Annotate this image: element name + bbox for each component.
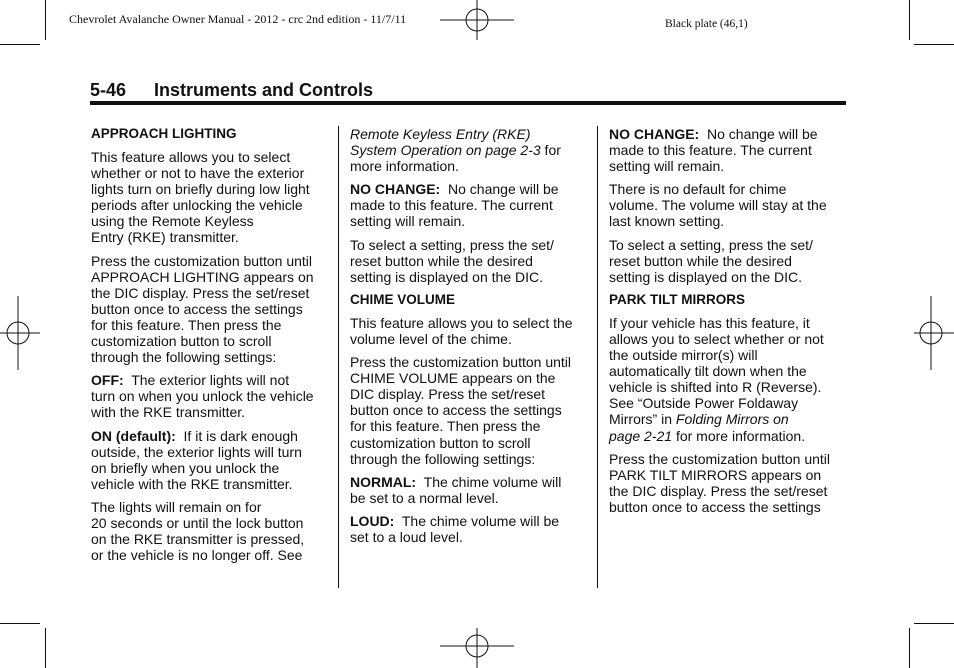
crop-mark-bottom-left-vertical xyxy=(45,628,46,668)
crop-mark-top-left-horizontal xyxy=(0,44,40,45)
title-rule xyxy=(90,101,846,105)
registration-mark-bottom xyxy=(440,628,514,668)
approach-lighting-instructions: Press the customization button until APPROACH LIGHTING appears on the DIC display. Press the set/reset button once to access the settings for this feature. Then press the customization button to scroll through the following settings: xyxy=(91,252,314,366)
approach-lighting-heading: APPROACH LIGHTING xyxy=(91,126,237,141)
no-change-setting: NO CHANGE: No change will be made to this feature. The current setting will remain. xyxy=(609,126,818,175)
chime-volume-instructions: Press the customization button until CHIME VOLUME appears on the DIC display. Press the set/reset button once to access the settings for this feature. Then press the customization button to scroll through the following settings: xyxy=(350,354,572,467)
registration-mark-left xyxy=(0,296,40,370)
rke-reference: Remote Keyless Entry (RKE) System Operation on page 2-3 for more information. xyxy=(350,126,561,175)
chime-volume-heading: CHIME VOLUME xyxy=(350,291,456,307)
column-3 xyxy=(609,126,845,522)
chime-default-note: There is no default for chime volume. The volume will stay at the last known setting. xyxy=(609,181,827,230)
no-change-setting: NO CHANGE: No change will be made to this feature. The current setting will remain. xyxy=(350,181,559,230)
select-setting-note: To select a setting, press the set/ reset button while the desired setting is displayed on the DIC. xyxy=(609,236,813,285)
column-divider-2 xyxy=(597,126,598,588)
chime-volume-intro: This feature allows you to select the volume level of the chime. xyxy=(350,314,573,347)
column-1 xyxy=(91,126,327,570)
park-tilt-mirrors-instructions: Press the customization button until PARK TILT MIRRORS appears on the DIC display. Press the set/reset button once to access the settings xyxy=(609,450,831,515)
lights-remain-note: The lights will remain on for 20 seconds or until the lock button on the RKE transmitter is pressed, or the vehicle is no longer off. See xyxy=(91,498,305,564)
normal-setting: NORMAL: The chime volume will be set to a normal level. xyxy=(350,473,562,506)
registration-mark-top xyxy=(440,0,514,40)
crop-mark-top-right-vertical xyxy=(909,0,910,40)
off-setting: OFF: The exterior lights will not turn on when you unlock the vehicle with the RKE transmitter. xyxy=(91,372,314,421)
crop-mark-top-right-horizontal xyxy=(914,44,954,45)
page-number: 5-46 xyxy=(90,80,127,100)
loud-setting: LOUD: The chime volume will be set to a loud level. xyxy=(350,512,560,545)
crop-mark-bottom-right-vertical xyxy=(909,628,910,668)
approach-lighting-intro: This feature allows you to select whether or not to have the exterior lights turn on briefly during low light periods after unlocking the vehicle using the Remote Keyless Entry (RKE) transmitter. xyxy=(91,149,310,246)
on-default-setting: ON (default): If it is dark enough outside, the exterior lights will turn on briefly when you unlock the vehicle with the RKE transmitter. xyxy=(91,427,302,492)
select-setting-note: To select a setting, press the set/ reset button while the desired setting is displayed on the DIC. xyxy=(350,236,554,285)
crop-mark-top-left-vertical xyxy=(45,0,46,40)
column-2 xyxy=(350,126,586,552)
park-tilt-mirrors-intro: If your vehicle has this feature, it allows you to select whether or not the outside mirror(s) will automatically tilt down when the vehicle is shifted into R (Reverse). See “Outside Power Foldaway Mirrors” in Folding Mirrors on page 2-21 for more information. xyxy=(609,314,824,444)
crop-mark-bottom-left-horizontal xyxy=(0,623,40,624)
section-title xyxy=(90,80,373,101)
crop-mark-bottom-right-horizontal xyxy=(914,623,954,624)
registration-mark-right xyxy=(914,296,954,370)
manual-header: Chevrolet Avalanche Owner Manual - 2012 - crc 2nd edition - 11/7/11 xyxy=(69,12,407,26)
section-name: Instruments and Controls xyxy=(154,80,374,100)
column-divider-1 xyxy=(338,126,339,588)
plate-label: Black plate (46,1) xyxy=(665,18,748,30)
park-tilt-mirrors-heading: PARK TILT MIRRORS xyxy=(609,291,745,307)
